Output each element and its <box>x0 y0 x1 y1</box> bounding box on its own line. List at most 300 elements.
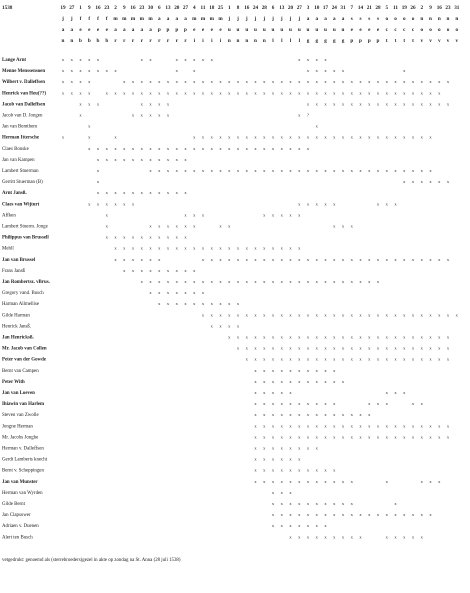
header-row4-cell: l <box>298 38 301 44</box>
attendance-mark: x <box>306 434 310 440</box>
attendance-mark: x <box>298 312 301 318</box>
attendance-mark: x <box>385 256 388 262</box>
attendance-mark: x <box>368 401 371 407</box>
header-row4-cell: i <box>211 38 213 44</box>
member-name: Henrick van Heu(??) <box>2 91 47 97</box>
attendance-mark: x <box>341 134 345 140</box>
header-row3-cell: p <box>175 27 179 33</box>
attendance-mark: x <box>341 534 345 540</box>
attendance-mark: x <box>298 456 301 462</box>
attendance-mark: x <box>271 145 275 151</box>
attendance-mark: x <box>315 412 318 418</box>
attendance-mark: x <box>184 79 187 85</box>
attendance-mark: x <box>376 356 380 362</box>
attendance-mark: x <box>166 168 170 173</box>
header-row3-cell: u <box>227 27 231 33</box>
attendance-mark: x <box>263 256 266 262</box>
header-row4-cell: n <box>245 38 249 44</box>
attendance-mark: x <box>175 223 178 229</box>
attendance-mark: x <box>70 79 73 85</box>
register-row <box>2 235 187 241</box>
attendance-mark: x <box>228 79 231 85</box>
attendance-mark: x <box>341 434 345 440</box>
header-months-cell: a <box>306 16 310 22</box>
attendance-mark: x <box>446 256 450 262</box>
attendance-mark: x <box>271 367 275 373</box>
attendance-mark: x <box>228 168 231 173</box>
member-name: Herman v. Dalleffsen <box>2 446 44 452</box>
attendance-mark: x <box>166 190 170 196</box>
attendance-mark: x <box>263 312 266 318</box>
attendance-mark: x <box>306 256 310 262</box>
attendance-mark: x <box>403 334 406 340</box>
attendance-mark: x <box>184 168 187 173</box>
header-days-cell: 27 <box>296 5 302 11</box>
register-row <box>2 57 327 63</box>
attendance-mark: x <box>438 345 441 351</box>
attendance-mark: x <box>88 90 91 96</box>
attendance-mark: x <box>446 356 450 362</box>
attendance-mark: x <box>175 90 178 96</box>
attendance-mark: x <box>341 356 345 362</box>
attendance-mark: x <box>306 478 310 484</box>
attendance-mark: x <box>140 245 143 251</box>
header-row3-cell: u <box>271 27 275 33</box>
attendance-mark: x <box>289 256 292 262</box>
attendance-mark: x <box>236 134 240 140</box>
attendance-mark: x <box>193 279 196 284</box>
attendance-mark: x <box>324 312 327 318</box>
attendance-mark: x <box>350 79 353 85</box>
attendance-mark: x <box>315 501 318 506</box>
attendance-mark: x <box>350 478 353 484</box>
attendance-mark: x <box>385 168 388 173</box>
attendance-mark: x <box>289 501 292 506</box>
header-row3-cell: e <box>88 27 91 33</box>
attendance-mark: x <box>254 412 257 418</box>
attendance-mark: x <box>131 145 135 151</box>
attendance-mark: x <box>228 223 231 229</box>
attendance-mark: x <box>131 234 135 240</box>
header-row4-cell: g <box>333 38 336 44</box>
attendance-mark: x <box>245 79 248 85</box>
register-row <box>2 534 424 540</box>
attendance-mark: x <box>219 134 222 140</box>
attendance-mark: x <box>298 168 301 173</box>
attendance-mark: x <box>184 57 187 62</box>
header-days-cell: 16 <box>244 5 250 11</box>
attendance-mark: x <box>315 134 318 140</box>
attendance-mark: x <box>123 156 126 162</box>
attendance-mark: x <box>88 68 91 74</box>
attendance-mark: x <box>350 434 353 440</box>
attendance-mark: x <box>298 112 301 118</box>
attendance-mark: x <box>280 356 283 362</box>
attendance-mark: x <box>263 367 266 373</box>
attendance-mark: x <box>394 168 397 173</box>
attendance-mark: x <box>350 279 353 284</box>
register-row <box>2 479 441 485</box>
footnote-label: vetgedrukt <box>2 558 23 563</box>
attendance-mark: x <box>271 445 275 451</box>
attendance-mark: x <box>263 478 266 484</box>
header-months-cell: a <box>324 16 327 22</box>
attendance-mark: x <box>429 90 432 96</box>
attendance-mark: x <box>245 145 248 151</box>
attendance-mark: x <box>254 401 257 407</box>
attendance-mark: x <box>333 256 336 262</box>
header-days-cell: 11 <box>200 5 206 11</box>
attendance-mark: x <box>368 312 371 318</box>
attendance-mark: x <box>368 412 371 418</box>
attendance-mark: x <box>193 212 196 218</box>
attendance-mark: x <box>105 145 108 151</box>
attendance-mark: x <box>376 101 380 107</box>
attendance-mark: x <box>271 245 275 251</box>
attendance-mark: x <box>175 290 178 296</box>
attendance-mark: x <box>201 312 205 318</box>
member-name: Jacob van D. Jongen <box>2 113 43 119</box>
attendance-mark: x <box>289 145 292 151</box>
register-row <box>2 246 301 252</box>
attendance-mark: x <box>158 234 161 240</box>
attendance-mark: x <box>333 68 336 74</box>
attendance-mark: x <box>403 423 406 429</box>
attendance-mark: x <box>210 245 213 251</box>
attendance-mark: x <box>315 401 318 407</box>
attendance-mark: x <box>245 168 248 173</box>
attendance-mark: x <box>245 356 248 362</box>
attendance-mark: x <box>184 190 187 196</box>
header-days-cell: 24 <box>252 5 259 11</box>
attendance-mark: x <box>315 478 318 484</box>
header-row4-cell: n <box>227 38 231 44</box>
attendance-mark: x <box>271 478 275 484</box>
member-name: Jan van Loeven <box>2 391 35 396</box>
header-days-cell: 9 <box>123 5 126 11</box>
attendance-mark: x <box>158 279 161 284</box>
header-row3-cell: u <box>306 27 310 33</box>
attendance-mark: x <box>193 223 196 229</box>
attendance-mark: x <box>271 334 275 340</box>
attendance-mark: x <box>394 345 397 351</box>
attendance-mark: x <box>254 345 257 351</box>
attendance-mark: x <box>403 90 406 96</box>
attendance-mark: x <box>193 145 196 151</box>
attendance-mark: x <box>96 179 100 185</box>
attendance-mark: x <box>149 168 152 173</box>
register-row <box>2 290 205 296</box>
attendance-mark: x <box>70 57 73 62</box>
header-days-cell: 19 <box>401 5 407 11</box>
attendance-mark: x <box>298 90 301 96</box>
attendance-mark: x <box>359 312 362 318</box>
header-months-cell: j <box>237 16 239 22</box>
attendance-mark: x <box>166 279 170 284</box>
attendance-mark: x <box>376 168 380 173</box>
register-row <box>2 457 301 463</box>
attendance-mark: x <box>263 90 266 96</box>
header-days-cell: 3 <box>306 5 310 11</box>
attendance-mark: x <box>131 245 135 251</box>
attendance-mark: x <box>263 168 266 173</box>
attendance-mark: x <box>350 423 353 429</box>
attendance-mark: x <box>280 501 283 506</box>
attendance-mark: x <box>96 145 100 151</box>
attendance-mark: x <box>193 267 196 273</box>
attendance-mark: x <box>368 90 371 96</box>
attendance-mark: x <box>429 478 432 484</box>
attendance-mark: x <box>306 90 310 96</box>
header-row3-cell: u <box>315 27 319 33</box>
attendance-mark: x <box>446 345 450 351</box>
attendance-mark: x <box>271 489 275 495</box>
attendance-mark: x <box>271 356 275 362</box>
attendance-mark: x <box>298 534 301 540</box>
attendance-mark: x <box>315 345 318 351</box>
header-days-cell: 5 <box>385 5 389 11</box>
header-row4-cell: n <box>236 38 240 44</box>
header-row3-cell: c <box>403 27 406 33</box>
attendance-mark: x <box>411 101 415 107</box>
attendance-mark: x <box>210 256 213 262</box>
attendance-mark: x <box>385 101 388 107</box>
attendance-mark: x <box>306 423 310 429</box>
header-row3-cell: e <box>210 27 213 33</box>
header-months-cell: m <box>130 16 136 22</box>
attendance-mark: x <box>289 79 292 85</box>
header-days-cell: 23 <box>104 5 110 11</box>
header-months-cell: o <box>403 16 406 22</box>
header-row4-cell: v <box>455 38 459 44</box>
member-name: Jan van Munster <box>2 479 38 485</box>
attendance-mark: x <box>254 334 257 340</box>
attendance-mark: x <box>429 101 432 107</box>
attendance-mark: x <box>166 290 170 296</box>
attendance-mark: x <box>280 412 283 418</box>
attendance-mark: x <box>254 245 257 251</box>
attendance-mark: x <box>219 312 222 318</box>
attendance-mark: x <box>158 79 161 85</box>
header-months-cell: m <box>192 16 197 22</box>
attendance-mark: x <box>368 279 371 284</box>
attendance-mark: x <box>315 312 318 318</box>
attendance-mark: x <box>420 334 423 340</box>
register-row <box>2 101 450 107</box>
attendance-mark: x <box>298 256 301 262</box>
member-name: Jan Clapsower <box>2 513 31 519</box>
attendance-mark: x <box>350 412 353 418</box>
attendance-mark: x <box>315 90 318 96</box>
header-months-cell: a <box>315 16 319 22</box>
attendance-mark: x <box>315 279 318 284</box>
attendance-mark: x <box>158 145 161 151</box>
attendance-mark: x <box>359 90 362 96</box>
header-days-cell: 28 <box>261 5 267 11</box>
attendance-mark: x <box>298 345 301 351</box>
attendance-mark: x <box>368 434 371 440</box>
attendance-mark: x <box>140 79 143 85</box>
header-row3-cell: a <box>123 27 126 33</box>
attendance-mark: x <box>166 223 170 229</box>
attendance-mark: x <box>429 512 432 518</box>
attendance-mark: x <box>420 356 423 362</box>
attendance-mark: x <box>324 101 327 107</box>
attendance-mark: x <box>298 445 301 451</box>
header-row3-cell: a <box>140 27 144 33</box>
attendance-mark: x <box>333 334 336 340</box>
register-row <box>2 168 432 174</box>
member-name: Bernt van Campen <box>2 368 39 374</box>
attendance-mark: x <box>166 112 170 118</box>
attendance-mark: x <box>438 312 441 318</box>
member-name: Claes Bonske <box>2 146 29 152</box>
attendance-mark: x <box>236 279 240 284</box>
header-days-cell: 6 <box>271 5 275 11</box>
header-months-cell: j <box>62 16 64 22</box>
member-name: Wilbert v. Dalleffsen <box>2 80 45 86</box>
attendance-mark: x <box>271 512 275 518</box>
header-months-cell: m <box>148 16 153 22</box>
attendance-mark: x <box>88 123 91 129</box>
attendance-mark: x <box>105 190 108 196</box>
attendance-mark: x <box>61 90 65 96</box>
attendance-mark: x <box>420 90 423 96</box>
attendance-mark: x <box>350 512 353 518</box>
attendance-mark: x <box>289 279 292 284</box>
date-header <box>60 5 459 44</box>
attendance-mark: x <box>254 378 257 384</box>
attendance-mark: x <box>236 345 240 351</box>
attendance-mark: x <box>333 90 336 96</box>
attendance-mark: x <box>446 312 450 318</box>
header-days-cell: 4 <box>193 5 196 11</box>
header-row3-cell: e <box>193 27 196 33</box>
attendance-mark: x <box>184 90 187 96</box>
header-months-cell: n <box>455 16 459 22</box>
attendance-mark: x <box>254 390 257 395</box>
attendance-mark: x <box>210 168 213 173</box>
member-name: Peter van der Gowde <box>2 357 46 363</box>
member-name: Herman Ittersche <box>2 135 40 141</box>
attendance-mark: x <box>289 168 292 173</box>
attendance-mark: x <box>271 467 275 473</box>
attendance-mark: x <box>271 401 275 407</box>
register-row <box>2 412 371 418</box>
attendance-mark: x <box>411 401 415 407</box>
attendance-mark: x <box>158 223 161 229</box>
attendance-mark: x <box>315 256 318 262</box>
attendance-mark: x <box>61 68 65 74</box>
attendance-mark: x <box>254 367 257 373</box>
attendance-mark: x <box>341 501 345 506</box>
year-label: 1538 <box>2 5 13 11</box>
attendance-mark: x <box>149 256 152 262</box>
attendance-mark: x <box>271 378 275 384</box>
attendance-mark: x <box>166 234 170 240</box>
header-row4-cell: b <box>87 38 91 44</box>
member-name: Philippus van Brussell <box>2 235 49 241</box>
attendance-mark: x <box>123 256 126 262</box>
attendance-mark: x <box>131 267 135 273</box>
attendance-mark: x <box>166 156 170 162</box>
header-months-cell: s <box>359 16 362 22</box>
register-row <box>2 368 336 374</box>
attendance-mark: x <box>245 345 248 351</box>
attendance-mark: x <box>236 245 240 251</box>
attendance-mark: x <box>298 423 301 429</box>
attendance-mark: x <box>289 367 292 373</box>
attendance-mark: x <box>245 312 248 318</box>
attendance-mark: x <box>123 201 126 207</box>
attendance-mark: x <box>298 334 301 340</box>
attendance-mark: x <box>184 223 187 229</box>
attendance-mark: x <box>394 201 397 207</box>
attendance-mark: x <box>306 168 310 173</box>
header-row3-cell: e <box>105 27 108 33</box>
attendance-mark: x <box>403 168 406 173</box>
attendance-mark: x <box>324 134 327 140</box>
header-months-cell: n <box>420 16 424 22</box>
attendance-mark: x <box>411 434 415 440</box>
attendance-mark: x <box>446 179 450 185</box>
attendance-mark: x <box>446 79 450 85</box>
attendance-mark: x <box>280 467 283 473</box>
header-months-cell: m <box>209 16 214 22</box>
attendance-mark: x <box>368 134 371 140</box>
attendance-mark: x <box>184 267 187 273</box>
attendance-mark: x <box>131 156 135 162</box>
attendance-mark: x <box>228 279 231 284</box>
attendance-mark: x <box>254 134 257 140</box>
header-row3-cell: u <box>341 27 345 33</box>
attendance-mark: x <box>289 412 292 418</box>
attendance-mark: x <box>385 534 388 540</box>
attendance-mark: x <box>324 423 327 429</box>
attendance-mark: x <box>394 90 397 96</box>
attendance-mark: x <box>306 356 310 362</box>
member-name: Lange Arnt <box>2 58 27 63</box>
attendance-mark: x <box>315 467 318 473</box>
header-days-cell: 16 <box>130 5 136 11</box>
attendance-mark: x <box>333 501 336 506</box>
attendance-mark: x <box>333 512 336 518</box>
header-row4-cell: t <box>394 38 397 44</box>
member-name: Claes van Wijturt <box>2 202 40 208</box>
attendance-mark: x <box>446 101 450 107</box>
attendance-mark: x <box>341 378 345 384</box>
attendance-mark: x <box>140 234 143 240</box>
header-row3-cell: e <box>79 27 82 33</box>
header-months-cell: s <box>350 16 353 22</box>
attendance-mark: x <box>298 378 301 384</box>
attendance-mark: x <box>201 134 205 140</box>
attendance-mark: x <box>438 101 441 107</box>
attendance-mark: x <box>315 201 318 207</box>
attendance-mark: x <box>228 301 231 307</box>
attendance-mark: x <box>359 434 362 440</box>
attendance-mark: x <box>420 401 423 407</box>
header-row4-cell: r <box>123 38 126 44</box>
attendance-mark: x <box>254 445 257 451</box>
member-name: Jan van Bemthem <box>2 124 38 130</box>
attendance-mark: x <box>411 334 415 340</box>
register-row <box>2 335 450 341</box>
attendance-mark: x <box>376 134 380 140</box>
member-name: Frans Jansß <box>2 268 25 274</box>
attendance-mark: x <box>385 390 388 395</box>
attendance-mark: x <box>298 134 301 140</box>
